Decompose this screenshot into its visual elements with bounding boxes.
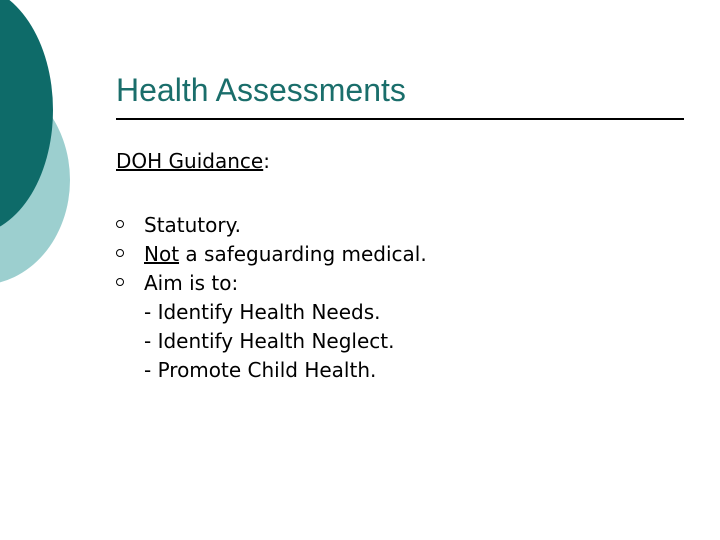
sub-item: - Identify Health Needs.	[144, 300, 381, 324]
subheading	[116, 148, 270, 174]
sub-item: - Promote Child Health.	[144, 358, 377, 382]
hollow-circle-icon	[116, 278, 124, 286]
bullet-text: Aim is to:	[144, 271, 239, 295]
hollow-circle-icon	[116, 220, 124, 228]
sub-item: - Identify Health Neglect.	[144, 329, 395, 353]
subheading-label: DOH Guidance	[116, 149, 264, 173]
title-divider	[116, 118, 684, 120]
subheading-suffix: :	[263, 149, 270, 173]
decorative-circles	[0, 0, 90, 300]
slide-title: Health Assessments	[116, 72, 406, 108]
bullet-text: Statutory.	[144, 213, 241, 237]
bullet-text: a safeguarding medical.	[179, 242, 427, 266]
bullet-list	[116, 211, 427, 385]
hollow-circle-icon	[116, 249, 124, 257]
bullet-item	[116, 211, 427, 240]
bullet-item	[116, 240, 427, 269]
bullet-item	[116, 269, 427, 385]
bullet-emphasis: Not	[144, 242, 180, 266]
